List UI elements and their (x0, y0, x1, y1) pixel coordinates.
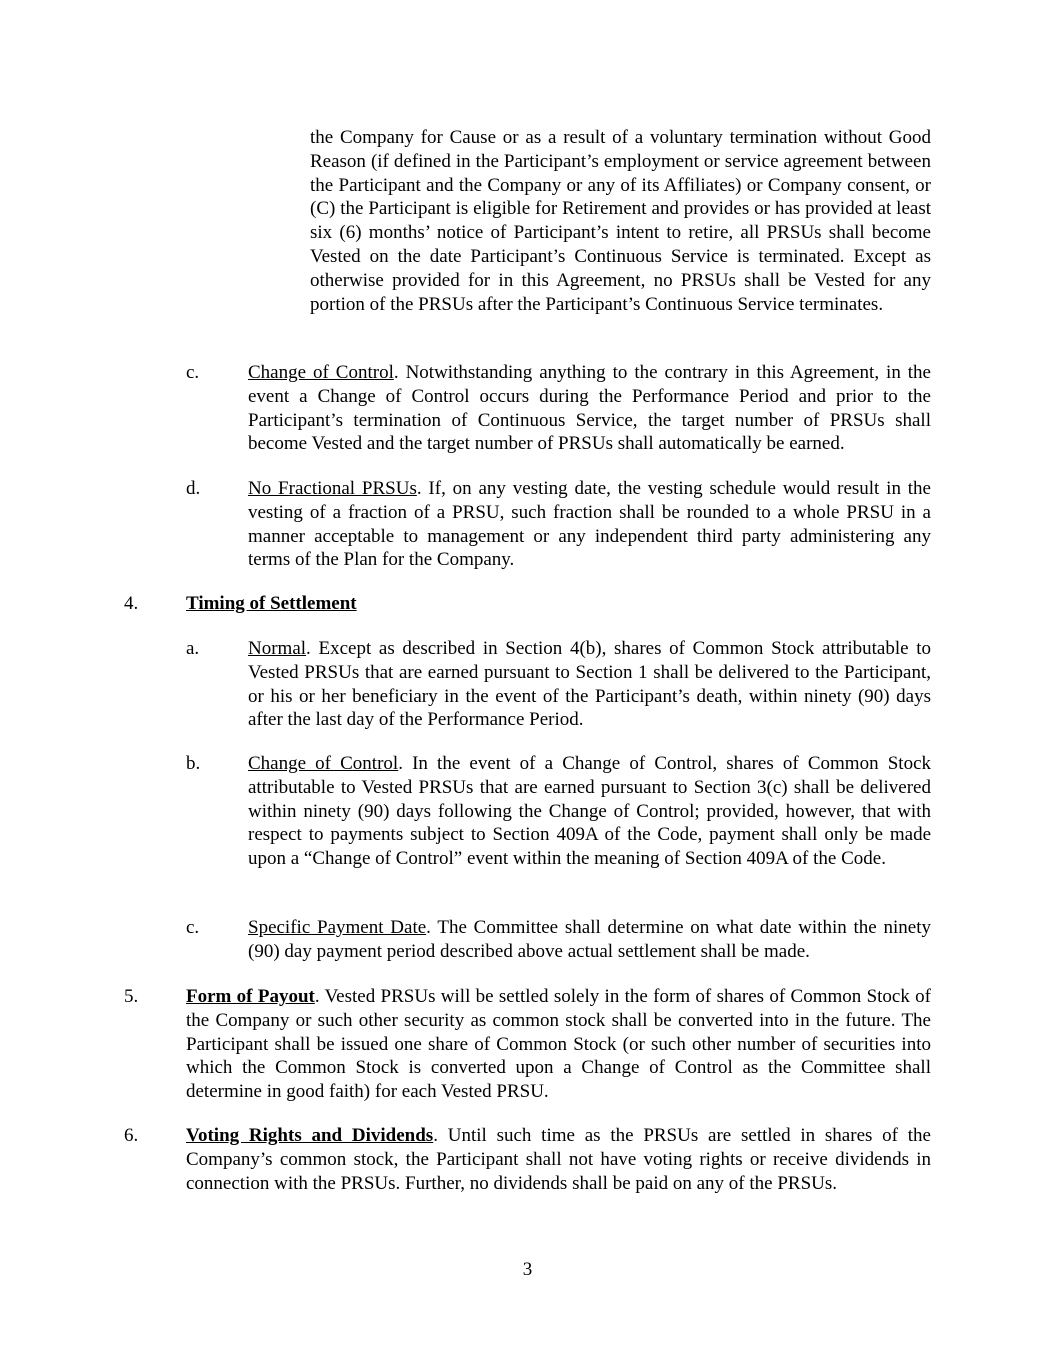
section-3c-heading: Change of Control (248, 362, 394, 383)
section-3c-label: c. (186, 362, 200, 383)
section-3c-body: . Notwithstanding anything to the contrary in this Agreement, in the event a Change of Control occurs during the Performance Period and prior to the Participant’s termination of Continuous Service, the target number of PRSUs shall become Vested and the target number of PRSUs shall automatically be earned. (248, 362, 931, 455)
section-3c-paragraph (248, 361, 931, 456)
section-4b-paragraph (248, 752, 931, 871)
section-4c-body: . The Committee shall determine on what date within the ninety (90) day payment period described above actual settlement shall be made. (248, 917, 931, 962)
continuation-paragraph: the Company for Cause or as a result of a voluntary termination without Good Reason (if defined in the Participant’s employment or service agreement between the Participant and the Company or any of its Affiliates) or Company consent, or (C) the Participant is eligible for Retirement and provides or has provided at least six (6) months’ notice of Participant’s intent to retire, all PRSUs shall become Vested on the date Participant’s Continuous Service is terminated. Except as otherwise provided for in this Agreement, no PRSUs shall be Vested for any portion of the PRSUs after the Participant’s Continuous Service terminates. (310, 127, 931, 315)
section-4-label: 4. (124, 593, 139, 614)
section-6-label: 6. (124, 1125, 139, 1146)
section-3d-body: . If, on any vesting date, the vesting schedule would result in the vesting of a fraction of a PRSU, such fraction shall be rounded to a whole PRSU in a manner acceptable to management or any independent third party administering any terms of the Plan for the Company. (248, 478, 931, 571)
section-4c-paragraph (248, 916, 931, 964)
section-3d-label: d. (186, 478, 201, 499)
section-4c-label: c. (186, 917, 200, 938)
section-5-label: 5. (124, 986, 139, 1007)
section-4a-heading: Normal (248, 638, 307, 659)
section-3d-heading: No Fractional PRSUs (248, 478, 417, 499)
section-4-heading-text: Timing of Settlement (186, 593, 357, 614)
section-5-heading: Form of Payout (186, 986, 315, 1007)
section-4a-paragraph (248, 637, 931, 732)
section-4c-heading: Specific Payment Date (248, 917, 427, 938)
section-6-body: . Until such time as the PRSUs are settled in shares of the Company’s common stock, the Participant shall not have voting rights or receive dividends in connection with the PRSUs. Further, no dividends shall be paid on any of the PRSUs. (186, 1125, 931, 1194)
section-3d-paragraph (248, 477, 931, 572)
section-6-heading: Voting Rights and Dividends (186, 1125, 434, 1146)
section-6-paragraph (186, 1124, 931, 1195)
section-5-paragraph (186, 985, 931, 1104)
section-4-heading (186, 592, 357, 616)
section-4b-heading: Change of Control (248, 753, 399, 774)
section-4a-body: . Except as described in Section 4(b), shares of Common Stock attributable to Vested PRSUs that are earned pursuant to Section 1 shall be delivered to the Participant, or his or her beneficiary in the event of the Participant’s death, within ninety (90) days after the last day of the Performance Period. (248, 638, 931, 731)
section-4b-label: b. (186, 753, 201, 774)
page-number: 3 (522, 1259, 533, 1280)
section-4b-body: . In the event of a Change of Control, shares of Common Stock attributable to Vested PRSUs that are earned pursuant to Section 3(c) shall be delivered within ninety (90) days following the Change of Control; provided, however, that with respect to payments subject to Section 409A of the Code, payment shall only be made upon a “Change of Control” event within the meaning of Section 409A of the Code. (248, 753, 931, 870)
section-5-body: . Vested PRSUs will be settled solely in the form of shares of Common Stock of the Company or such other security as common stock shall be converted into in the future. The Participant shall be issued one share of Common Stock (or such other number of securities into which the Common Stock is converted upon a Change of Control as the Committee shall determine in good faith) for each Vested PRSU. (186, 986, 931, 1103)
section-4a-label: a. (186, 638, 200, 659)
